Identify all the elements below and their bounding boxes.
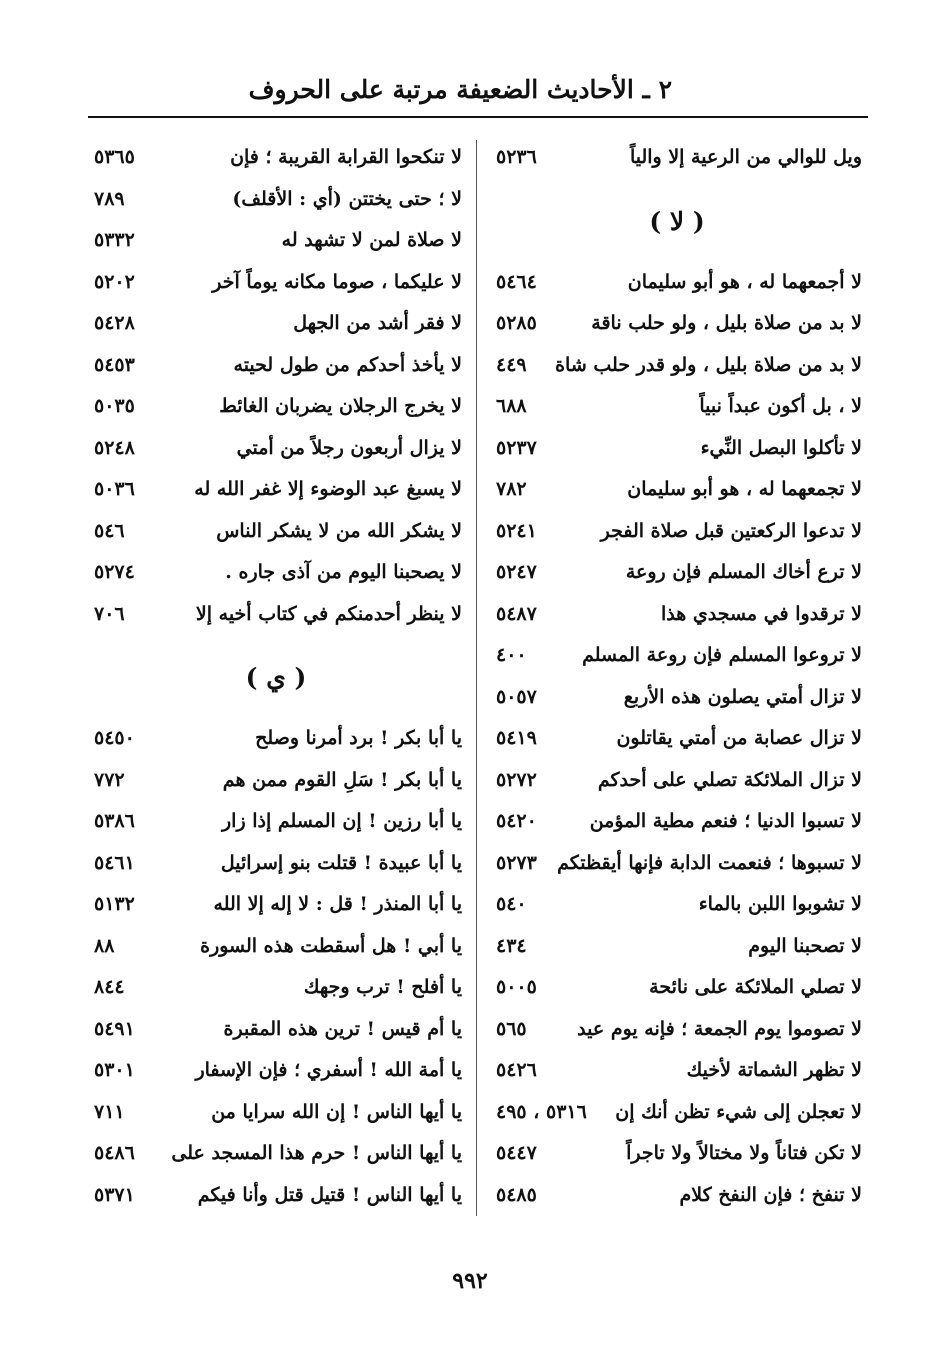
entry-text: لا تسبوها ؛ فنعمت الدابة فإنها أيقظتكم <box>557 851 862 874</box>
index-entry <box>492 761 862 803</box>
entry-text: يا أبا المنذر ! قل : لا إله إلا الله <box>213 893 462 915</box>
entry-text: لا تزال الملائكة تصلي على أحدكم <box>597 768 862 791</box>
index-entry <box>492 968 862 1010</box>
index-entry <box>492 927 862 969</box>
index-entry <box>90 346 462 388</box>
entry-text: لا تعجلن إلى شيء تظن أنك إن <box>615 1100 862 1123</box>
index-entry <box>90 512 462 554</box>
entry-ref: ٥٤٤٧ <box>496 1142 537 1164</box>
entry-ref: ٥٣٧١ <box>94 1183 135 1206</box>
entry-text: يا أمة الله ! أسفري ؛ فإن الإسفار <box>195 1059 462 1081</box>
entry-text: لا تصلي الملائكة على نائحة <box>649 976 862 998</box>
index-entry <box>90 304 462 346</box>
index-entry <box>90 595 462 637</box>
entry-text: يا أبا بكر ! سَلِ القوم ممن هم <box>222 768 462 791</box>
index-entry <box>492 387 862 429</box>
entry-ref: ٥٢٤٧ <box>496 561 537 583</box>
entry-ref: ٥٠٣٥ <box>94 395 135 417</box>
entry-ref: ٤٣٤ <box>496 934 527 957</box>
entry-ref: ٥٢٤٨ <box>94 436 135 459</box>
entry-ref: ٥٣٠١ <box>94 1059 135 1081</box>
index-entry <box>90 968 462 1010</box>
entry-ref: ٧٧٢ <box>94 768 125 791</box>
index-entry <box>90 885 462 927</box>
entry-ref: ٥٤٦ <box>94 519 125 542</box>
index-entry <box>492 138 862 180</box>
entry-text: لا عليكما ، صوما مكانه يوماً آخر <box>212 270 462 293</box>
index-entry <box>90 1134 462 1176</box>
index-entry <box>90 1093 462 1135</box>
entry-list <box>90 138 462 636</box>
entry-ref: ٤٤٩ <box>496 353 527 376</box>
entry-text: لا تدعوا الركعتين قبل صلاة الفجر <box>600 519 862 542</box>
entry-text: لا تشوبوا اللبن بالماء <box>698 893 862 915</box>
entry-ref: ٧٨٢ <box>496 478 527 500</box>
entry-text: لا يسبغ عبد الوضوء إلا غفر الله له <box>194 478 462 500</box>
entry-text: يا أفلح ! ترب وجهك <box>303 976 462 998</box>
entry-text: يا أبي ! هل أسقطت هذه السورة <box>200 934 462 957</box>
entry-list <box>90 719 462 1217</box>
column-divider <box>476 140 477 1216</box>
entry-text: لا ترع أخاك المسلم فإن روعة <box>625 561 862 583</box>
entry-text: لا بد من صلاة بليل ، ولو قدر حلب شاة <box>555 353 862 376</box>
entry-text: لا تنفخ ؛ فإن النفخ كلام <box>679 1183 862 1206</box>
entry-text: لا يشكر الله من لا يشكر الناس <box>216 519 462 542</box>
entry-ref: ٤٠٠ <box>496 644 527 666</box>
entry-ref: ٥٢٠٢ <box>94 270 135 293</box>
index-entry <box>90 553 462 595</box>
entry-text: يا أبا بكر ! برد أمرنا وصلح <box>255 727 462 749</box>
entry-ref: ٥٣٨٦ <box>94 810 135 832</box>
entry-text: لا أجمعهما له ، هو أبو سليمان <box>627 270 862 293</box>
entry-text: يا أيها الناس ! قتيل قتل وأنا فيكم <box>197 1183 462 1206</box>
entry-text: لا صلاة لمن لا تشهد له <box>281 229 462 251</box>
index-entry <box>492 1093 862 1135</box>
entry-text: لا تسبوا الدنيا ؛ فنعم مطية المؤمن <box>589 810 862 832</box>
index-entry <box>492 263 862 305</box>
entry-text: لا تزال عصابة من أمتي يقاتلون <box>616 727 862 749</box>
entry-ref: ٥٤٥٣ <box>94 353 135 376</box>
index-entry <box>492 844 862 886</box>
index-entry <box>492 636 862 678</box>
entry-ref: ٧١١ <box>94 1100 125 1123</box>
entry-text: لا يأخذ أحدكم من طول لحيته <box>233 353 462 376</box>
entry-ref: ٨٤٤ <box>94 976 125 998</box>
entry-ref: ٥٤٦١ <box>94 851 135 874</box>
entry-ref: ٥٤١٩ <box>496 727 537 749</box>
entry-ref: ٥٠٣٦ <box>94 478 135 500</box>
entry-text: لا يخرج الرجلان يضربان الغائط <box>219 395 462 417</box>
entry-ref: ٥٦٥ <box>496 1017 527 1040</box>
index-entry <box>90 802 462 844</box>
entry-text: لا يزال أربعون رجلاً من أمتي <box>236 436 462 459</box>
entry-text: لا ينظر أحدمنكم في كتاب أخيه إلا <box>195 602 462 625</box>
index-entry <box>90 387 462 429</box>
entry-ref: ٥٤٨٧ <box>496 602 537 625</box>
index-entry <box>90 719 462 761</box>
entry-ref: ٥٢٨٥ <box>496 312 537 334</box>
index-entry <box>492 429 862 471</box>
index-entry <box>492 304 862 346</box>
index-entry <box>90 180 462 222</box>
entry-ref: ٥٤٢٦ <box>496 1059 537 1081</box>
index-entry <box>90 927 462 969</box>
index-entry <box>492 512 862 554</box>
index-entry <box>492 678 862 720</box>
entry-text: ويل للوالي من الرعية إلا والياً <box>629 146 862 168</box>
section-heading-la: ( لا ) <box>649 206 705 236</box>
index-entry <box>90 1051 462 1093</box>
entry-text: لا تروعوا المسلم فإن روعة المسلم <box>582 644 862 666</box>
entry-text: يا أم قيس ! ترين هذه المقبرة <box>223 1017 462 1040</box>
entry-ref: ٥٢٣٦ <box>496 146 537 168</box>
entry-ref: ٥٢٤١ <box>496 519 537 542</box>
entry-text: لا فقر أشد من الجهل <box>293 312 462 334</box>
entry-text: لا ترقدوا في مسجدي هذا <box>660 602 862 625</box>
entry-text: لا ؛ حتى يختتن (أي : الأقلف) <box>232 187 462 210</box>
entry-ref: ٥٢٧٤ <box>94 561 135 583</box>
page-number: ٩٩٢ <box>452 1268 488 1294</box>
entry-text: لا تصحبنا اليوم <box>748 934 862 957</box>
entry-text: لا تأكلوا البصل النِّيء <box>700 436 862 459</box>
entry-ref: ٥٤٠ <box>496 893 527 915</box>
index-entry <box>90 138 462 180</box>
entry-ref: ٥٠٠٥ <box>496 976 537 998</box>
left-column <box>90 138 462 1217</box>
index-entry <box>492 885 862 927</box>
entry-text: يا أيها الناس ! حرم هذا المسجد على <box>171 1142 462 1164</box>
entry-ref: ٦٨٨ <box>496 395 527 417</box>
header-rule <box>88 116 868 118</box>
index-entry <box>492 1134 862 1176</box>
index-entry <box>90 429 462 471</box>
entry-ref: ٥٠٥٧ <box>496 685 537 708</box>
index-entry <box>90 221 462 263</box>
index-entry <box>492 470 862 512</box>
index-entry <box>492 719 862 761</box>
index-entry <box>492 1176 862 1218</box>
running-header: ٢ ـ الأحاديث الضعيفة مرتبة على الحروف <box>248 75 672 104</box>
entry-ref: ٨٨ <box>94 934 115 957</box>
index-entry <box>492 346 862 388</box>
entry-ref: ٥٤٨٦ <box>94 1142 135 1164</box>
index-entry <box>90 1010 462 1052</box>
entry-ref: ٥٤٦٤ <box>496 270 537 293</box>
entry-text: لا تزال أمتي يصلون هذه الأربع <box>623 685 862 708</box>
index-entry <box>90 844 462 886</box>
entry-ref: ٥٤٢٠ <box>496 810 537 832</box>
index-entry <box>90 263 462 305</box>
index-entry <box>492 1051 862 1093</box>
entry-text: لا تجمعهما له ، هو أبو سليمان <box>627 478 862 500</box>
entry-ref: ٧٠٦ <box>94 602 125 625</box>
entry-text: لا تظهر الشماتة لأخيك <box>686 1059 862 1081</box>
entry-list <box>492 263 862 1218</box>
entry-text: لا ، بل أكون عبداً نبياً <box>699 395 862 417</box>
entry-text: يا أيها الناس ! إن الله سرايا من <box>211 1100 462 1123</box>
index-entry <box>90 1176 462 1218</box>
entry-ref: ٥٤٥٠ <box>94 727 135 749</box>
entry-ref: ٥١٣٢ <box>94 893 135 915</box>
right-column <box>492 138 862 1217</box>
entry-text: يا أبا رزين ! إن المسلم إذا زار <box>222 810 462 832</box>
entry-text: لا بد من صلاة بليل ، ولو حلب ناقة <box>591 312 862 334</box>
entry-ref: ٥٤٨٥ <box>496 1183 537 1206</box>
entry-ref: ٥٣٣٢ <box>94 229 135 251</box>
index-entry <box>492 553 862 595</box>
entry-ref: ٥٣١٦ ، ٤٩٥ <box>496 1100 587 1123</box>
entry-ref: ٥٤٩١ <box>94 1017 135 1040</box>
index-entry <box>492 595 862 637</box>
entry-ref: ٧٨٩ <box>94 187 125 210</box>
entry-text: لا تنكحوا القرابة القريبة ؛ فإن <box>230 146 462 168</box>
index-entry <box>492 1010 862 1052</box>
entry-text: لا يصحبنا اليوم من آذى جاره . <box>225 561 462 583</box>
entry-text: لا تكن فتاناً ولا مختالاً ولا تاجراً <box>626 1142 862 1164</box>
entry-text: لا تصوموا يوم الجمعة ؛ فإنه يوم عيد <box>577 1017 862 1040</box>
entry-ref: ٥٢٧٢ <box>496 768 537 791</box>
entry-ref: ٥٤٢٨ <box>94 312 135 334</box>
entry-text: يا أبا عبيدة ! قتلت بنو إسرائيل <box>220 851 462 874</box>
entry-ref: ٥٢٣٧ <box>496 436 537 459</box>
section-heading-ya: ( ي ) <box>245 663 307 692</box>
index-entry <box>90 761 462 803</box>
entry-ref: ٥٢٧٣ <box>496 851 537 874</box>
index-entry <box>90 470 462 512</box>
index-entry <box>492 802 862 844</box>
entry-ref: ٥٣٦٥ <box>94 146 135 168</box>
